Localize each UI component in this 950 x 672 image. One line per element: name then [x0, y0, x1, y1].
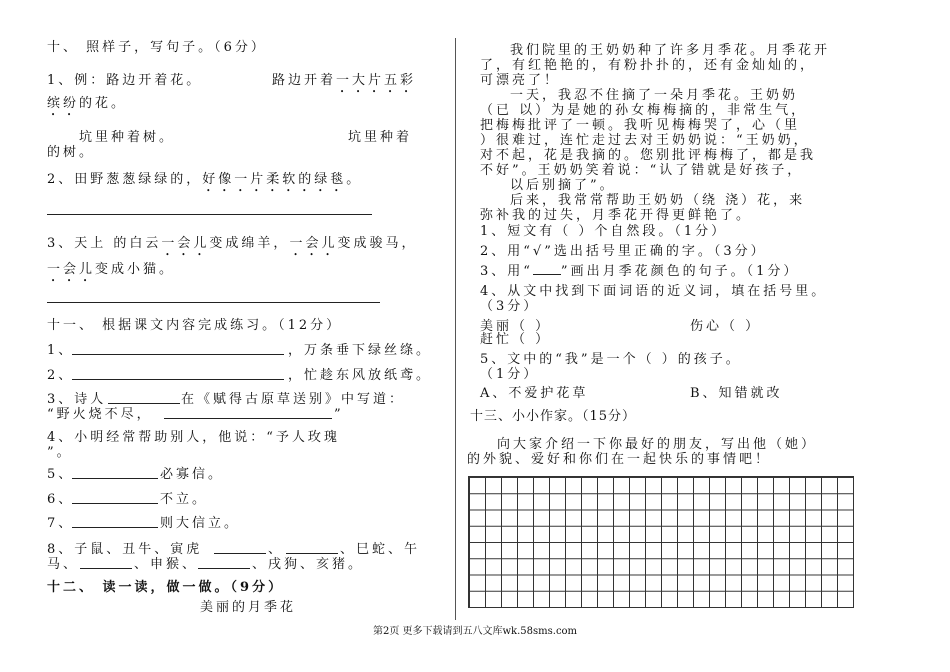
- s11-q1-blank[interactable]: [72, 354, 284, 355]
- s10-q2: [47, 172, 362, 195]
- story-p3-line1: 后来，我常常帮助王奶奶（绕 浇）花，来: [510, 193, 806, 208]
- s10-q2-pre: 2、田野葱葱绿绿的，: [47, 172, 203, 187]
- s10-q2-post: 。: [346, 172, 363, 187]
- s11-q5-num: 5、: [47, 467, 75, 482]
- story-p1-line2: 了，有红艳艳的，有粉扑扑的，还有金灿灿的，: [480, 58, 817, 73]
- s11-q8-blank1[interactable]: [214, 553, 266, 554]
- story-p1-line3: 可漂亮了！: [480, 73, 561, 88]
- s10-q1-cont-dotted: 缤纷: [47, 96, 80, 111]
- s10-q3-g: 变成小猫。: [95, 262, 176, 277]
- page-footer: 第2页 更多下载请到五八文库wk.58sms.com: [372, 626, 578, 637]
- s10-q1-answer-dotted: 一大片五彩: [336, 73, 417, 88]
- s11-q7-blank[interactable]: [72, 527, 158, 528]
- s11-q2-blank[interactable]: [72, 379, 284, 380]
- s10-q3-cont: [47, 262, 175, 285]
- s10-q3-b: 一会儿: [161, 236, 210, 251]
- s11-q4-b: ”。: [47, 445, 73, 460]
- s10-q1-answer-cont: [47, 96, 127, 119]
- s11-q3-d: ”: [334, 407, 344, 422]
- s12-q1: 1、短文有（ ）个自然段。（1分）: [480, 224, 728, 239]
- s10-q2-dotted: 好像一片柔软的绿毯: [202, 172, 347, 187]
- story-p3-line2: 弥补我的过失，月季花开得更鲜艳了。: [480, 208, 753, 223]
- section-11-title: 十一、 根据课文内容完成练习。（12分）: [47, 318, 343, 333]
- story-p2-line4: ）很难过，连忙走过去对王奶奶说：“王奶奶，: [480, 133, 810, 148]
- s11-q3-blank1[interactable]: [108, 403, 180, 404]
- section-12-title: 十二、 读一读，做一做。（9分）: [47, 580, 285, 595]
- s11-q7-post: 则大信立。: [160, 516, 241, 531]
- s10-q1-sentence2-answer: 坑里种着: [348, 130, 413, 145]
- s11-q8-blank3[interactable]: [80, 568, 132, 569]
- s12-q4-sad: 伤心（ ）: [690, 319, 762, 334]
- composition-grid[interactable]: [468, 476, 854, 608]
- s11-q3-b: 在《赋得古原草送别》中写道：: [181, 392, 406, 407]
- s12-q5-line2: （1分）: [480, 367, 540, 382]
- s11-q5-blank[interactable]: [72, 478, 158, 479]
- s12-q3-post: ”画出月季花颜色的句子。（1分）: [560, 264, 800, 279]
- s10-q3: [47, 236, 417, 259]
- s11-q8-c: 、巳蛇、午: [340, 542, 421, 557]
- s11-q1-post: ，万条垂下绿丝绦。: [288, 343, 433, 358]
- s10-q1-sentence2-end: 的树。: [47, 145, 96, 160]
- s10-q3-f: 一会儿: [47, 262, 96, 277]
- s11-q8-blank4[interactable]: [198, 568, 250, 569]
- section-13-title: 十三、小小作家。（15分）: [470, 409, 637, 424]
- s10-q1-answer: [272, 73, 416, 96]
- s12-q5-line1: 5、文中的“我”是一个（ ）的孩子。: [480, 352, 742, 367]
- s11-q6-post: 不立。: [160, 492, 209, 507]
- s11-q8-blank2[interactable]: [286, 553, 338, 554]
- s11-q3-blank2[interactable]: [164, 418, 332, 419]
- s12-q3-underline-sample: [533, 264, 561, 275]
- s10-q3-a: 3、天上 的白云: [47, 236, 162, 251]
- s11-q5-post: 必寡信。: [160, 467, 225, 482]
- column-divider: [455, 38, 456, 620]
- s11-q7-num: 7、: [47, 516, 75, 531]
- s11-q1-num: 1、: [47, 343, 75, 358]
- story-p1-line1: 我们院里的王奶奶种了许多月季花。月季花开: [510, 43, 831, 58]
- s11-q8-e: 、申猴、: [134, 557, 199, 572]
- s11-q4-a: 4、小明经常帮助别人，他说：“予人玫瑰: [47, 430, 340, 445]
- s12-q3: [480, 264, 799, 280]
- s11-q8-b: 、: [268, 542, 285, 557]
- s11-q6-num: 6、: [47, 492, 75, 507]
- s10-q3-d: 一会儿: [289, 236, 338, 251]
- s12-q4-line2: （3分）: [480, 299, 540, 314]
- s12-q5-option-a[interactable]: A、不爱护花草: [480, 386, 589, 401]
- s10-q1-answer-pre: 路边开着: [272, 73, 337, 88]
- s11-q3-a: 3、诗人: [47, 392, 107, 407]
- s11-q8-a: 8、子鼠、丑牛、寅虎: [47, 542, 203, 557]
- story-p2-line6: 不好”。王奶奶笑着说：“认了错就是好孩子，: [480, 163, 804, 178]
- story-p2-line1: 一天，我忍不住摘了一朵月季花。王奶奶: [510, 88, 799, 103]
- story-p2-line5: 对不起，花是我摘的。您别批评梅梅了，都是我: [480, 148, 817, 163]
- s10-q3-answer-line[interactable]: [47, 302, 380, 303]
- s11-q6-blank[interactable]: [72, 503, 158, 504]
- s11-q3-c: “野火烧不尽，: [47, 407, 153, 422]
- s12-q3-pre: 3、用“: [480, 264, 533, 279]
- s10-q2-answer-line[interactable]: [47, 214, 372, 215]
- s13-prompt-line2: 的外貌、爱好和你们在一起快乐的事情吧！: [467, 452, 772, 467]
- s13-prompt-line1: 向大家介绍一下你最好的朋友，写出他（她）: [497, 437, 818, 452]
- s10-q3-c: 变成绵羊，: [209, 236, 290, 251]
- story-p2-line3: 把梅梅批评了一顿。我听见梅梅哭了，心（里: [480, 118, 801, 133]
- story-p2-line2: （已 以）为是她的孙女梅梅摘的，非常生气，: [480, 103, 808, 118]
- s12-q5-option-b[interactable]: B、知错就改: [690, 386, 783, 401]
- s10-q1-cont-post: 的花。: [79, 96, 128, 111]
- s12-q4-line1: 4、从文中找到下面词语的近义词，填在括号里。: [480, 284, 828, 299]
- s10-q3-e: 变成骏马，: [337, 236, 418, 251]
- s11-q2-post: ，忙趁东风放纸鸢。: [288, 368, 433, 383]
- s11-q8-f: 、戌狗、亥猪。: [252, 557, 365, 572]
- s10-q1-sentence2: 坑里种着树。: [79, 130, 176, 145]
- s11-q8-d: 马、: [47, 557, 80, 572]
- s11-q2-num: 2、: [47, 368, 75, 383]
- s12-q4-beautiful: 美丽（ ）: [480, 319, 552, 334]
- story-p2-line7: 以后别摘了”。: [510, 178, 616, 193]
- s12-story-title: 美丽的月季花: [200, 600, 297, 615]
- section-10-title: 十、 照样子，写句子。（6分）: [47, 40, 267, 55]
- s12-q2: 2、用“√”选出括号里正确的字。（3分）: [480, 244, 767, 259]
- s12-q4-hurry: 赶忙（ ）: [480, 332, 552, 347]
- s10-q1-example: 1、例：路边开着花。: [47, 73, 203, 88]
